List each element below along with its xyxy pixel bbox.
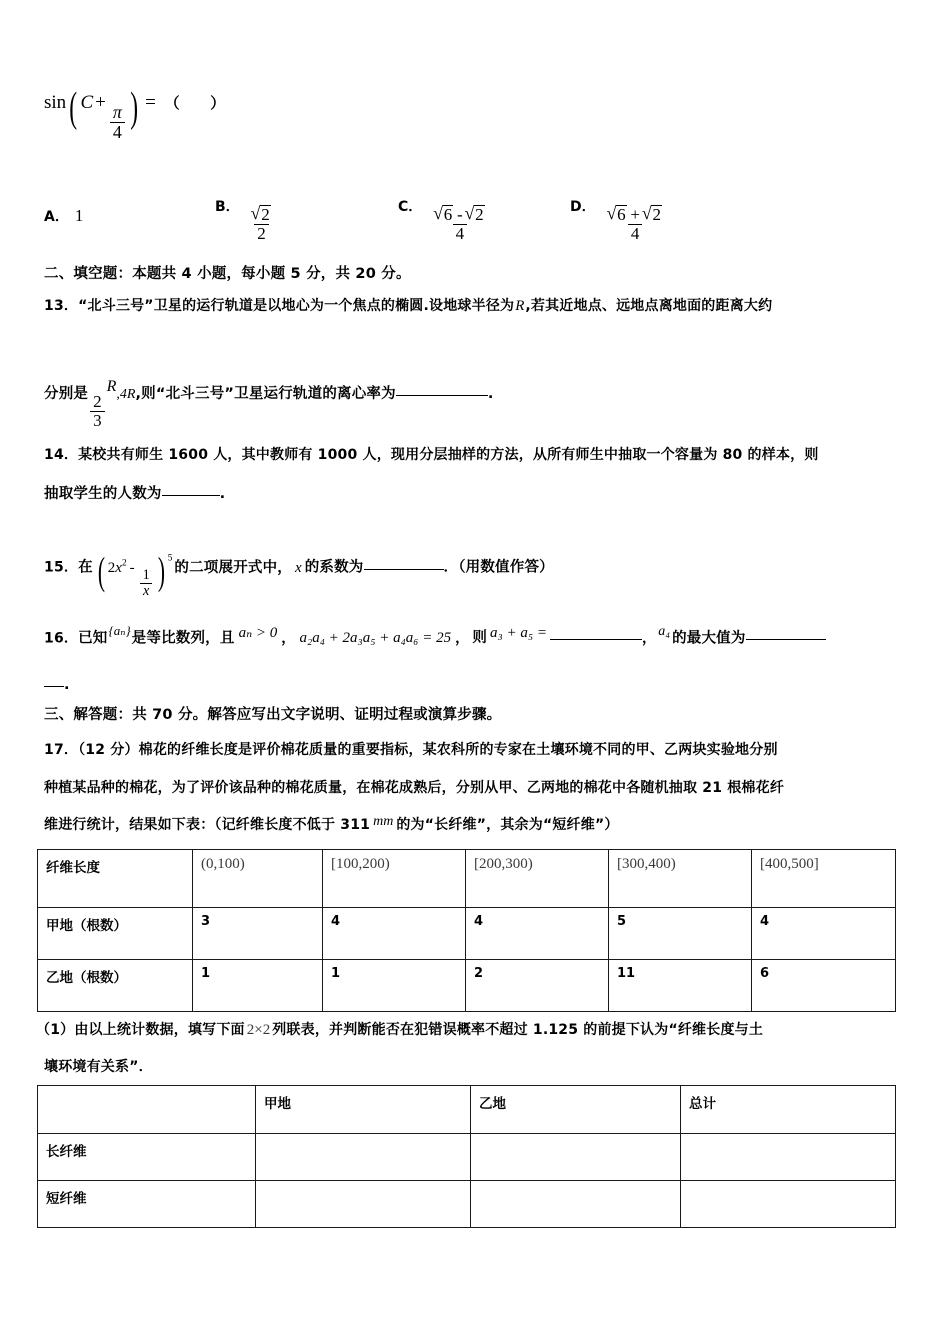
q16-comma-3: ， (641, 630, 657, 647)
answer-bracket: （ ） (164, 94, 226, 112)
question-17-number: 17． (44, 742, 79, 758)
choice-d-operator: + (630, 205, 640, 225)
fiber-row-header: 乙地（根数） (38, 960, 193, 1012)
q15-outer-exponent: 5 (167, 553, 173, 563)
contingency-empty-cell[interactable] (256, 1181, 471, 1228)
fiber-interval-cell: [100,200) (323, 850, 466, 908)
two-by-two-contingency-table (37, 1085, 896, 1228)
choice-row (0, 190, 950, 242)
section-solution-heading: 三、解答题：共 70 分。解答应写出文字说明、证明过程或演算步骤。 (44, 707, 502, 723)
question-17-unit-mm: mm (373, 814, 394, 829)
question-16-line-2 (44, 676, 70, 694)
contingency-row-header: 短纤维 (38, 1181, 256, 1228)
q14-period: . (219, 486, 226, 502)
choice-b-fraction (248, 205, 276, 243)
choice-d[interactable] (570, 196, 669, 243)
question-16-answer-blank-1[interactable] (550, 639, 642, 640)
fiber-count-cell: 1 (323, 960, 466, 1012)
q13-comma-1: , (116, 387, 120, 403)
question-14-number: 14． (44, 447, 79, 463)
question-13-text-b: ,若其近地点、远地点离地面的距离大约 (525, 298, 773, 314)
fiber-interval-cell: [200,300) (466, 850, 609, 908)
choice-a[interactable] (44, 206, 83, 226)
contingency-row-header: 长纤维 (38, 1134, 256, 1181)
choice-a-label: A． (44, 209, 69, 225)
question-15-mid-2: 的系数为 (304, 559, 364, 576)
question-14-text-2: 抽取学生的人数为 (44, 486, 162, 502)
question-16-number: 16． (44, 630, 79, 647)
fiber-row-header: 纤维长度 (38, 850, 193, 908)
q15-frac-denominator: x (140, 583, 152, 599)
fiber-count-cell: 2 (466, 960, 609, 1012)
question-13-line-1 (44, 295, 772, 315)
table-row (38, 1086, 896, 1134)
fiber-interval-cell: [300,400) (609, 850, 752, 908)
sub1-text-b: 列联表，并判断能否在犯错误概率不超过 1.125 的前提下认为“纤维长度与土 (272, 1022, 764, 1038)
q15-exponent: 2 (121, 558, 127, 569)
choice-c-radicand-1: 6 (443, 205, 453, 225)
pi-over-four-fraction (110, 103, 125, 142)
question-14-text: 某校共有师生 1600 人，其中教师有 1000 人，现用分层抽样的方法，从所有师生中抽取一个容量为 80 的样本，则 (78, 447, 819, 463)
table-row (38, 850, 896, 908)
sqrt-icon (642, 205, 664, 224)
left-paren-icon: ( (97, 550, 105, 594)
choice-d-label: D． (570, 199, 596, 215)
question-13-suffix: ,则“北斗三号”卫星运行轨道的离心率为 (135, 386, 396, 403)
q16-target-2: a₄ (658, 624, 671, 640)
question-14-line-1 (44, 444, 819, 464)
fiber-interval-cell: (0,100) (193, 850, 323, 908)
q13-frac-numerator: 2 (93, 391, 102, 411)
fiber-count-cell: 1 (193, 960, 323, 1012)
choice-c-denominator: 4 (453, 224, 468, 243)
right-paren-icon: ) (157, 550, 165, 594)
two-thirds-R-fraction (90, 393, 105, 430)
fraction-denominator: 4 (110, 122, 125, 142)
q15-minus-sign: - (129, 559, 135, 576)
q13-period: . (487, 386, 494, 403)
equals-sign: = (145, 92, 156, 113)
question-17-text-2: 种植某品种的棉花，为了评价该品种的棉花质量，在棉花成熟后，分别从甲、乙两地的棉花中各随机抽取 21 根棉花纤 (44, 780, 785, 796)
question-16-mid-1: 是等比数列，且 (131, 630, 235, 647)
question-17-line-1 (44, 739, 778, 759)
question-15-prefix: 在 (78, 559, 93, 576)
section-fill-blank-heading: 二、填空题：本题共 4 小题，每小题 5 分，共 20 分。 (44, 266, 411, 282)
contingency-col-header: 总计 (681, 1086, 896, 1134)
q16-comma-2: ， (455, 630, 470, 647)
fiber-count-cell: 4 (466, 908, 609, 960)
q16-condition-1: aₙ > 0 (238, 625, 278, 641)
q13-frac-variable: R (106, 378, 117, 395)
left-paren-icon: ( (69, 83, 78, 131)
question-13-prefix: 分别是 (44, 386, 89, 403)
table-row (38, 960, 896, 1012)
table-row (38, 1181, 896, 1228)
q15-frac-numerator: 1 (142, 567, 150, 584)
question-stem-formula (44, 83, 226, 142)
choice-c-operator: - (456, 205, 463, 225)
q15-coefficient: 2 (107, 559, 116, 576)
table-row (38, 908, 896, 960)
fiber-interval-cell: [400,500] (752, 850, 896, 908)
sin-label: sin (44, 92, 67, 113)
q13-frac-denominator: 3 (90, 411, 105, 430)
choice-c-fraction (430, 205, 489, 243)
choice-d-fraction (604, 205, 667, 243)
question-17-sub1-line-1 (36, 1019, 763, 1039)
sqrt-icon (465, 205, 487, 224)
question-14-answer-blank[interactable] (162, 495, 220, 496)
question-16-blank-continuation[interactable] (44, 686, 64, 687)
question-17-text-1: 棉花的纤维长度是评价棉花质量的重要指标，某农科所的专家在土壤环境不同的甲、乙两块实验地分别 (138, 742, 778, 758)
choice-a-value: 1 (74, 206, 84, 225)
contingency-empty-cell[interactable] (471, 1181, 681, 1228)
question-17-text-3a: 维进行统计，结果如下表：（记纤维长度不低于 311 (44, 817, 371, 834)
right-paren-icon: ) (130, 83, 138, 131)
q16-then: 则 (472, 630, 488, 647)
question-16-prefix: 已知 (78, 630, 108, 647)
choice-b-radicand: 2 (261, 205, 270, 225)
sqrt-icon (607, 205, 629, 224)
q15-inner-fraction (140, 568, 153, 599)
question-14-line-2 (44, 482, 225, 503)
sqrt-icon (433, 205, 455, 224)
binomial-expression (95, 550, 173, 600)
choice-b-label: B． (215, 199, 240, 215)
question-17-line-3 (44, 814, 619, 834)
choice-b[interactable] (215, 196, 277, 243)
table-row (38, 1134, 896, 1181)
sub1-text-c: 壤环境有关系”． (44, 1059, 153, 1075)
fiber-count-cell: 4 (752, 908, 896, 960)
choice-b-denominator: 2 (254, 224, 269, 243)
q16-period: . (64, 677, 70, 693)
q16-comma-1: ， (281, 630, 296, 647)
question-13-line-2 (44, 378, 494, 429)
choice-d-radicand-2: 2 (652, 205, 661, 225)
stem-variable: C (80, 92, 94, 113)
question-13-answer-blank[interactable] (396, 395, 488, 396)
question-16-answer-blank-2[interactable] (746, 639, 826, 640)
question-15-suffix: ．（用数值作答） (443, 559, 554, 576)
q15-coeff-variable: x (295, 559, 302, 576)
question-15-answer-blank[interactable] (364, 569, 444, 570)
question-13-radius-var: R (515, 298, 525, 314)
choice-d-denominator: 4 (628, 224, 643, 243)
sub1-text-a: （1）由以上统计数据，填写下面 (36, 1022, 245, 1038)
q15-variable: x (115, 559, 122, 576)
question-17-text-3b: 的为“长纤维”，其余为“短纤维”） (396, 817, 619, 834)
fiber-count-cell: 11 (609, 960, 752, 1012)
fiber-count-cell: 3 (193, 908, 323, 960)
fiber-length-frequency-table (37, 849, 896, 1012)
q13-second-value: 4R (119, 387, 136, 403)
choice-c[interactable] (398, 196, 491, 243)
question-17-line-2 (44, 777, 784, 797)
question-13-number: 13． (44, 298, 79, 314)
sqrt-icon (251, 205, 273, 224)
q16-tail: 的最大值为 (672, 630, 746, 647)
contingency-col-header: 乙地 (471, 1086, 681, 1134)
contingency-corner-cell (38, 1086, 256, 1134)
fiber-count-cell: 6 (752, 960, 896, 1012)
contingency-empty-cell[interactable] (256, 1134, 471, 1181)
contingency-col-header: 甲地 (256, 1086, 471, 1134)
q16-target-1: a₃ + a₅ = (490, 625, 547, 641)
choice-c-label: C． (398, 199, 423, 215)
pi-symbol: π (112, 101, 122, 122)
fiber-row-header: 甲地（根数） (38, 908, 193, 960)
question-17-marks: （12 分） (78, 742, 139, 758)
contingency-empty-cell[interactable] (471, 1134, 681, 1181)
contingency-empty-cell[interactable] (681, 1181, 896, 1228)
question-16-line-1 (44, 623, 826, 647)
sub1-two-by-two: 2×2 (246, 1022, 271, 1038)
q16-condition-2: a₂a₄ + 2a₃a₅ + a₄a₆ = 25 (299, 630, 452, 647)
contingency-empty-cell[interactable] (681, 1134, 896, 1181)
question-15-number: 15． (44, 559, 79, 576)
choice-c-radicand-2: 2 (475, 205, 484, 225)
choice-d-radicand-1: 6 (617, 205, 626, 225)
plus-sign: + (95, 92, 106, 113)
question-15-line (44, 550, 554, 600)
q16-sequence-notation: {aₙ} (108, 623, 131, 639)
fiber-count-cell: 4 (323, 908, 466, 960)
fiber-count-cell: 5 (609, 908, 752, 960)
question-17-sub1-line-2 (44, 1056, 153, 1076)
question-15-mid: 的二项展开式中， (174, 559, 293, 576)
question-13-text-a: “北斗三号”卫星的运行轨道是以地心为一个焦点的椭圆.设地球半径为 (78, 298, 515, 314)
